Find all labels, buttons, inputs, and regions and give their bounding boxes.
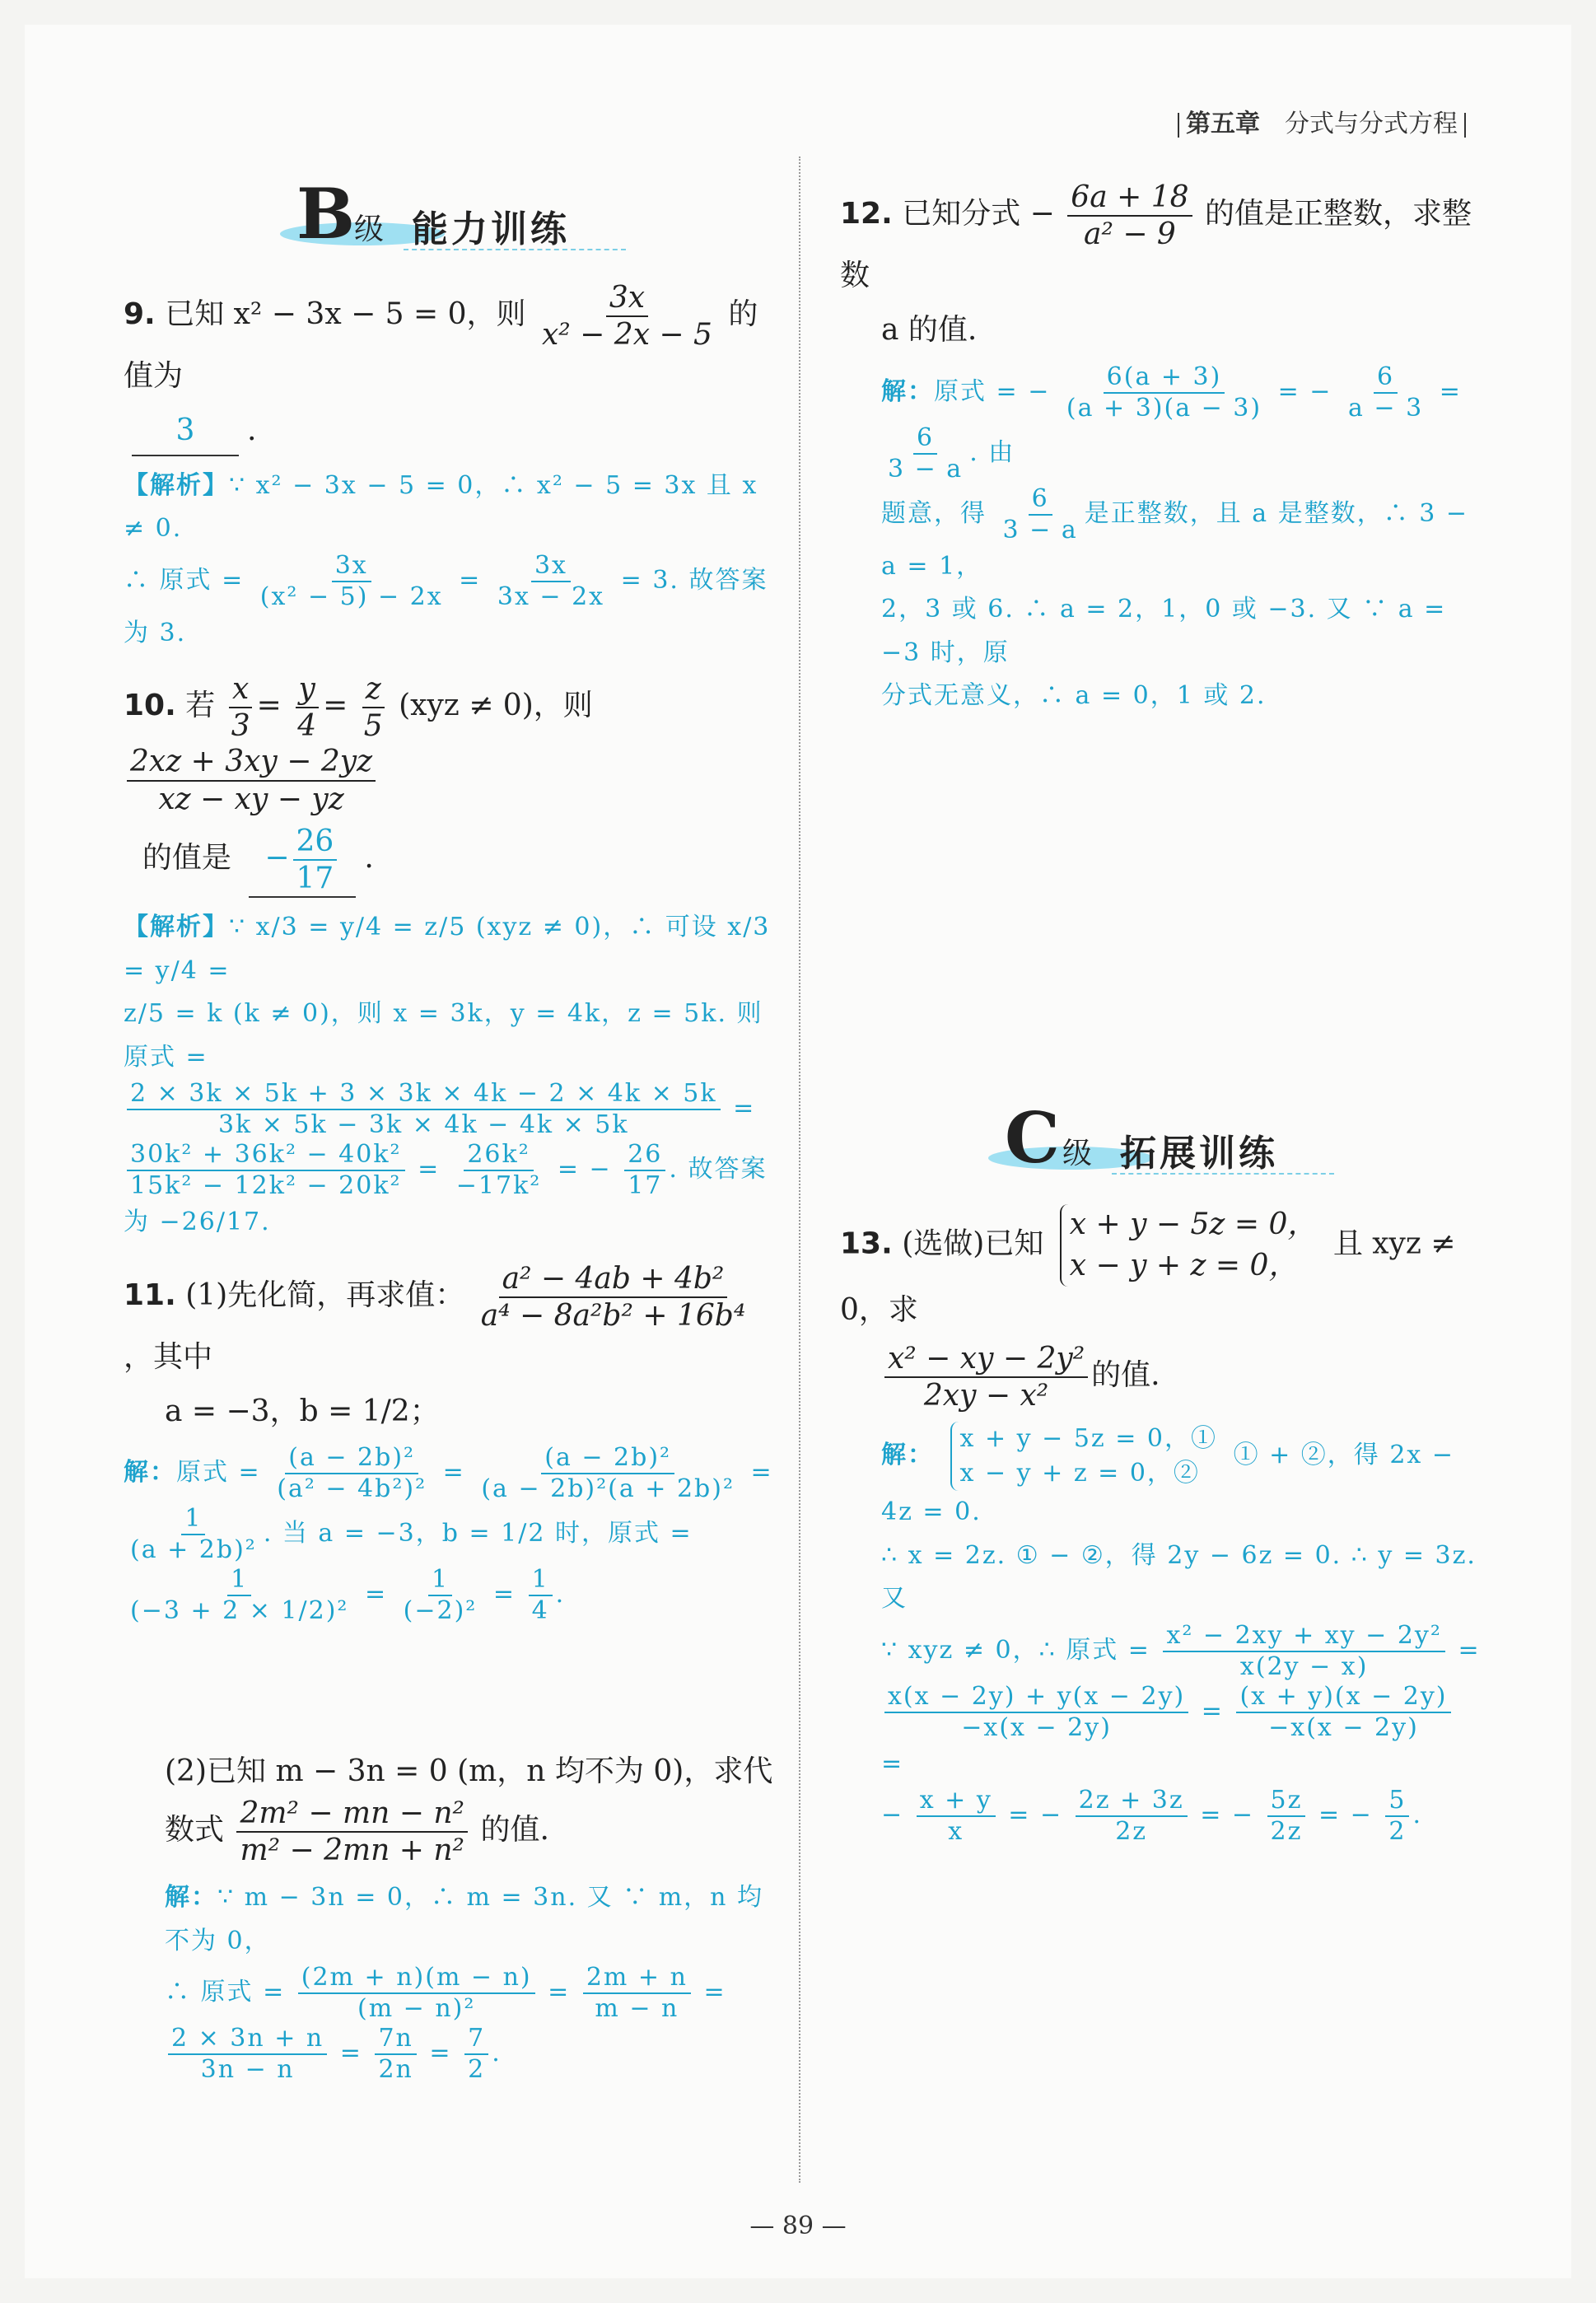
question-tail: 的值. [1091, 1358, 1160, 1393]
fraction-denominator: a² − 9 [1083, 217, 1176, 252]
fraction-denominator: xz − xy − yz [158, 782, 344, 816]
question-text: 已知 x² − 3x − 5 = 0，则 [165, 297, 526, 332]
fraction [298, 1963, 535, 2024]
fraction [583, 1963, 691, 2024]
fraction [1067, 180, 1192, 252]
fraction [453, 1140, 545, 1201]
solution-line: ∵ x/3 = y/4 = z/5 (xyz ≠ 0)，∴ 可设 x/3 = y/4 = [124, 913, 771, 985]
fraction-numerator: 7 [464, 2024, 488, 2055]
banner-underline [1112, 1173, 1334, 1175]
question-13 [840, 1204, 1482, 1334]
question-12-line2: a 的值. [881, 312, 978, 347]
fraction-numerator: 26k² [464, 1140, 533, 1171]
level-letter: B [296, 173, 355, 255]
level-title: 能力训练 [412, 208, 570, 250]
fraction [361, 671, 386, 744]
solution-tag: 解： [881, 376, 934, 406]
fraction [127, 1565, 352, 1626]
fraction-numerator: (x + y)(x − 2y) [1236, 1682, 1450, 1713]
fraction-denominator: a⁴ − 8a²b² + 16b⁴ [480, 1298, 746, 1333]
solution-text: 原式 = [176, 1458, 261, 1488]
fraction [1236, 1682, 1450, 1743]
fraction-denominator: m² − 2mn + n² [240, 1834, 464, 1868]
fraction-numerator: 6 [1374, 362, 1398, 394]
fraction [464, 2024, 488, 2085]
column-divider [799, 156, 800, 2183]
solution-10: 【解析】∵ x/3 = y/4 = z/5 (xyz ≠ 0)，∴ 可设 x/3 = y/4 = z/5 = k (k ≠ 0)，则 x = 3k，y = 4k，z = 5k. 则原式 = $\frac{2 \times 3k \times 5k + 3 \times 3k \times 4k - 2 \times 4k \times 5k}{3k \times 5k - 3k \times 4k - 4k \times 5k}$ = $\frac{\text{30k² + 36k² − 40k²}}{\text{15k² − 12k² − 20k²}}$ = $\frac{\text{26k²}}{\text{−17k²}}$ = − $\frac{26}{17}$ . 故答案 为 −26/17. [124, 906, 782, 1245]
fraction-numerator: 5z [1267, 1786, 1306, 1817]
question-tail: 的值为 [124, 297, 758, 394]
solution-text: ① + ②，得 2x − 4z = 0. [881, 1441, 1455, 1527]
fraction-denominator: 2z [1270, 1817, 1303, 1847]
fraction [1063, 362, 1265, 423]
right-column [840, 173, 1482, 1863]
fraction-numerator: 1 [181, 1504, 205, 1535]
solution-text: 是正整数，且 a 是整数，∴ 3 − a = 1， [881, 498, 1468, 581]
fraction-denominator: x(2y − x) [1239, 1651, 1369, 1681]
fraction-denominator: m − n [595, 1994, 679, 2024]
fraction [1076, 1786, 1188, 1847]
answer-line: 3 . [124, 407, 782, 456]
fraction-numerator: 30k² + 36k² − 40k² [127, 1140, 405, 1171]
fraction-denominator: 17 [628, 1171, 663, 1201]
question-number: 9. [124, 297, 156, 332]
solution-line: z/5 = k (k ≠ 0)，则 x = 3k，y = 4k，z = 5k. 则原式 = [124, 999, 763, 1072]
fraction-denominator: 2 [468, 2055, 486, 2085]
level-suffix: 级 [354, 213, 385, 246]
fraction-numerator: 3x [332, 551, 371, 582]
question-text: 若 [185, 689, 216, 723]
question-tail: 的值. [480, 1813, 549, 1848]
fraction [168, 2024, 327, 2085]
fraction-denominator: (m − n)² [357, 1994, 476, 2024]
fraction-denominator: 2n [378, 2055, 413, 2085]
fraction-numerator: x² − 2xy + xy − 2y² [1163, 1621, 1444, 1652]
solution-line: 为 −26/17. [124, 1208, 271, 1237]
fraction-numerator: 2 × 3n + n [168, 2024, 327, 2055]
fraction [1267, 1786, 1306, 1847]
solution-tag: 解： [881, 1441, 934, 1470]
fraction [127, 1504, 260, 1565]
question-9 [124, 280, 782, 400]
fraction-denominator: x² − 2x − 5 [542, 318, 712, 353]
fraction-denominator: (a + 2b)² [130, 1535, 257, 1565]
fraction-numerator: 6 [1029, 484, 1052, 516]
fraction-numerator: 3x [531, 551, 571, 582]
fraction-denominator: −x(x − 2y) [1268, 1712, 1419, 1742]
solution-13: 解： x + y − 5z = 0，① x − y + z = 0，② ① + ②，得 2x − 4z = 0. ∴ x = 2z. ① − ②，得 2y − 6z = 0. ∴ y = 3z. 又 ∵ xyz ≠ 0，∴ 原式 = $\frac{\text{x² − 2xy + xy − 2y²}}{x(2y - x)}$ = $\frac{x(x - 2y) + y(x - 2y)}{-x(x - 2y)}$ = $\frac{(x + y)(x - 2y)}{-x(x - 2y)}$ = − $\frac{x + y}{x}$ = − $\frac{2z + 3z}{2z}$ = − $\frac{5z}{2z}$ = − $\frac{5}{2}$ . [840, 1422, 1482, 1847]
fraction [257, 551, 446, 612]
fraction-numerator: 6(a + 3) [1104, 362, 1225, 394]
question-text: 数式 [165, 1813, 225, 1848]
solution-tag: 【解析】 [124, 470, 229, 500]
equation: x − y + z = 0， [1069, 1248, 1299, 1282]
fraction [127, 1140, 405, 1201]
fraction [624, 1140, 665, 1201]
fraction-numerator: 26 [293, 824, 338, 861]
fraction [478, 1261, 749, 1334]
fraction-denominator: −x(x − 2y) [961, 1712, 1112, 1742]
fraction-numerator: 6a + 18 [1067, 180, 1192, 217]
equation: x + y − 5z = 0， [1069, 1207, 1318, 1241]
fraction-denominator: (x² − 5) − 2x [259, 582, 443, 611]
header-bar-right [1464, 113, 1466, 138]
answer-line: 的值是 − $\frac{26}{17}$ . [124, 824, 782, 898]
page [25, 25, 1571, 2278]
fraction [236, 1796, 468, 1868]
fraction-numerator: 3x [606, 280, 648, 317]
equation-system [950, 1422, 1217, 1491]
question-text: (选做)已知 [902, 1226, 1044, 1260]
fraction-numerator: x(x − 2y) + y(x − 2y) [884, 1682, 1188, 1713]
solution-12: 解：原式 = − $\frac{6(a + 3)}{(a + 3)(a - 3)}$ = − $\frac{6}{a - 3}$ = $\frac{6}{3 - a}$ . 由 题意，得 $\frac{6}{3 - a}$ 是正整数，且 a 是整数，∴ 3 − a = 1， 2，3 或 6. ∴ a = 2，1，0 或 −3. 又 ∵ a = −3 时，原 分式无意义，∴ a = 0，1 或 2. [840, 362, 1482, 718]
question-number: 12. [840, 197, 893, 231]
fraction-denominator: −17k² [455, 1171, 542, 1201]
solution-text: 原式 = − [934, 376, 1051, 406]
solution-tag: 解： [165, 1883, 217, 1913]
fraction-denominator: 2xy − x² [923, 1379, 1049, 1413]
fraction-numerator: (a − 2b)² [285, 1443, 418, 1474]
fraction-denominator: 17 [296, 862, 334, 895]
question-11-part-2 [124, 1748, 782, 1868]
fraction [884, 1341, 1088, 1413]
solution-text: 故答案 [688, 1155, 768, 1184]
question-number: 13. [840, 1226, 893, 1260]
fraction-numerator: 26 [624, 1140, 665, 1171]
answer-blank: 3 [132, 407, 239, 456]
solution-text: . 当 a = −3，b = 1/2 时，原式 = [263, 1519, 693, 1549]
fraction [884, 1682, 1188, 1743]
question-11 [124, 1261, 782, 1381]
solution-9: 【解析】∵ x² − 3x − 5 = 0，∴ x² − 5 = 3x 且 x ≠ 0. ∴ 原式 = $\frac{3x}{\text{(x² − 5) − 2x}}$ = $\frac{3x}{3x - 2x}$ = 3. 故答案为 3. [124, 470, 768, 647]
solution-text: 题意，得 [881, 498, 987, 528]
answer-blank [249, 824, 356, 898]
solution-line: ∵ x² − 3x − 5 = 0，∴ x² − 5 = 3x 且 x ≠ 0. [124, 470, 758, 544]
fraction-denominator: 2z [1115, 1817, 1148, 1847]
fraction [127, 1079, 721, 1140]
fraction [273, 1443, 430, 1504]
equation-system [1060, 1204, 1318, 1287]
question-text: 已知分式 − [902, 197, 1055, 231]
fraction [494, 551, 608, 612]
solution-tag: 解： [124, 1458, 176, 1488]
banner-underline [404, 249, 626, 250]
question-tail: 且 xyz ≠ 0，求 [840, 1226, 1456, 1328]
fraction [884, 423, 966, 484]
question-10: 10. 若 $\frac{x}{3}$ = $\frac{y}{4}$ = $\frac{z}{5}$ (xyz ≠ 0)，则 $\frac{2xz + 3xy - 2yz}{xz - xy - yz}$ [124, 672, 593, 816]
fraction-numerator: 1 [529, 1565, 553, 1596]
fraction [529, 1565, 553, 1626]
page-header [1171, 103, 1472, 139]
fraction-numerator: 2xz + 3xy − 2yz [127, 744, 376, 781]
solution-text: . 由 [969, 437, 1015, 467]
fraction-numerator: 1 [227, 1565, 251, 1596]
question-12 [840, 180, 1482, 300]
fraction-numerator: 6 [913, 423, 937, 455]
chapter-label: 第五章 [1186, 110, 1260, 138]
fraction-numerator: (a − 2b)² [541, 1443, 674, 1474]
fraction-numerator: x + y [917, 1786, 996, 1817]
fraction-denominator: 3 − a [888, 454, 964, 483]
fraction [1345, 362, 1426, 423]
fraction-denominator: 2 [1388, 1817, 1407, 1847]
fraction-numerator: 2 × 3k × 5k + 3 × 3k × 4k − 2 × 4k × 5k [127, 1079, 721, 1110]
fraction-numerator: 1 [428, 1565, 452, 1596]
fraction [294, 671, 320, 744]
fraction-denominator: 4 [531, 1596, 549, 1626]
answer-sign: − [264, 841, 290, 875]
fraction-denominator: 3 [231, 709, 250, 744]
fraction-denominator: (a − 2b)²(a + 2b)² [481, 1474, 735, 1504]
fraction [1000, 484, 1081, 545]
fraction-numerator: 5 [1385, 1786, 1409, 1817]
solution-11-1: 解：原式 = $\frac{\text{(a − 2b)²}}{\text{(a² − 4b²)²}}$ = $\frac{\text{(a − 2b)²}}{\text{(a − 2b)²(a + 2b)²}}$ = $\frac{1}{\text{(a + 2b)²}}$ . 当 a = −3，b = 1/2 时，原式 = $\frac{1}{\text{(−3 + 2 × 1/2)²}}$ = $\frac{1}{\text{(−2)²}}$ = $\frac{1}{4}$ . [124, 1443, 773, 1626]
fraction-numerator: 2z + 3z [1076, 1786, 1188, 1817]
fraction [127, 744, 376, 816]
fraction-denominator: (a² − 4b²)² [277, 1474, 427, 1504]
chapter-title: 分式与分式方程 [1285, 110, 1458, 138]
fraction-numerator: 2m + n [583, 1963, 691, 1994]
level-b-banner [280, 173, 626, 264]
fraction-denominator: 5 [363, 709, 383, 744]
fraction-denominator: 3n − n [200, 2055, 295, 2085]
fraction [400, 1565, 481, 1626]
solution-line: ∵ m − 3n = 0，∴ m = 3n. 又 ∵ m，n 均不为 0， [165, 1883, 764, 1955]
question-number: 10. [124, 689, 176, 723]
fraction-denominator: 3x − 2x [497, 582, 605, 611]
fraction [293, 824, 338, 896]
fraction [375, 2024, 416, 2085]
fraction [1163, 1621, 1444, 1682]
question-tail: 的值是 [142, 841, 231, 875]
solution-text: ∴ 原式 = [165, 1978, 286, 2007]
equation: x − y + z = 0，② [959, 1459, 1200, 1488]
solution-text: ∵ xyz ≠ 0，∴ 原式 = [881, 1635, 1150, 1665]
question-condition: (xyz ≠ 0)，则 [399, 689, 593, 723]
fraction-numerator: 7n [375, 2024, 416, 2055]
fraction [1385, 1786, 1409, 1847]
fraction [478, 1443, 738, 1504]
fraction-denominator: (−3 + 2 × 1/2)² [130, 1596, 349, 1626]
fraction-denominator: (−2)² [403, 1596, 478, 1626]
fraction-denominator: a − 3 [1347, 393, 1424, 423]
fraction [228, 671, 254, 744]
solution-line: ∴ x = 2z. ① − ②，得 2y − 6z = 0. ∴ y = 3z. 又 [881, 1540, 1477, 1614]
fraction-numerator: x [229, 671, 252, 708]
fraction-denominator: 15k² − 12k² − 20k² [130, 1171, 402, 1201]
level-suffix: 级 [1062, 1136, 1093, 1170]
solution-text: ∴ 原式 = [124, 565, 245, 595]
solution-text: = 3. 故答案为 3. [124, 565, 768, 647]
solution-line: 分式无意义，∴ a = 0，1 或 2. [881, 681, 1267, 711]
fraction-numerator: x² − xy − 2y² [884, 1341, 1088, 1378]
fraction-numerator: y [296, 671, 319, 708]
solution-tag: 【解析】 [124, 913, 229, 942]
question-11-condition: a = −3，b = 1/2； [165, 1394, 440, 1428]
fraction [539, 280, 716, 353]
level-title: 拓展训练 [1120, 1132, 1278, 1175]
equation: x + y − 5z = 0，① [959, 1424, 1218, 1454]
fraction-numerator: (2m + n)(m − n) [298, 1963, 535, 1994]
solution-line: 2，3 或 6. ∴ a = 2，1，0 或 −3. 又 ∵ a = −3 时，原 [881, 595, 1447, 667]
question-tail: ，其中 [124, 1340, 213, 1375]
fraction-numerator: a² − 4ab + 4b² [499, 1261, 728, 1298]
fraction-denominator: (a + 3)(a − 3) [1066, 393, 1262, 423]
fraction-denominator: 3k × 5k − 3k × 4k − 4k × 5k [217, 1110, 629, 1140]
fraction-numerator: 2m² − mn − n² [236, 1796, 468, 1833]
fraction-denominator: 3 − a [1002, 515, 1078, 544]
question-text: (1)先化简，再求值： [185, 1278, 465, 1312]
solution-11-2: 解：∵ m − 3n = 0，∴ m = 3n. 又 ∵ m，n 均不为 0， ∴ 原式 = $\frac{(2m + n)(m - n)}{\text{(m − n)²}}$ = $\frac{2m + n}{m - n}$ = $\frac{2 \times 3n + n}{3n - n}$ = $\frac{7n}{2n}$ = $\frac{7}{2}$ . [165, 1883, 764, 2085]
question-13-line2 [840, 1341, 1482, 1413]
question-text: (2)已知 m − 3n = 0 (m，n 均不为 0)，求代 [165, 1754, 773, 1789]
question-number: 11. [124, 1278, 176, 1312]
level-letter: C [1005, 1096, 1060, 1179]
fraction [917, 1786, 996, 1847]
question-tail: 的值是正整数，求整数 [840, 197, 1472, 293]
fraction-numerator: z [362, 671, 385, 708]
fraction-denominator: 4 [297, 709, 317, 744]
level-c-banner [988, 1097, 1334, 1188]
header-bar-left [1178, 113, 1179, 138]
left-column [124, 173, 782, 2101]
page-number: — 89 — [749, 2212, 847, 2240]
fraction-denominator: x [948, 1817, 964, 1847]
